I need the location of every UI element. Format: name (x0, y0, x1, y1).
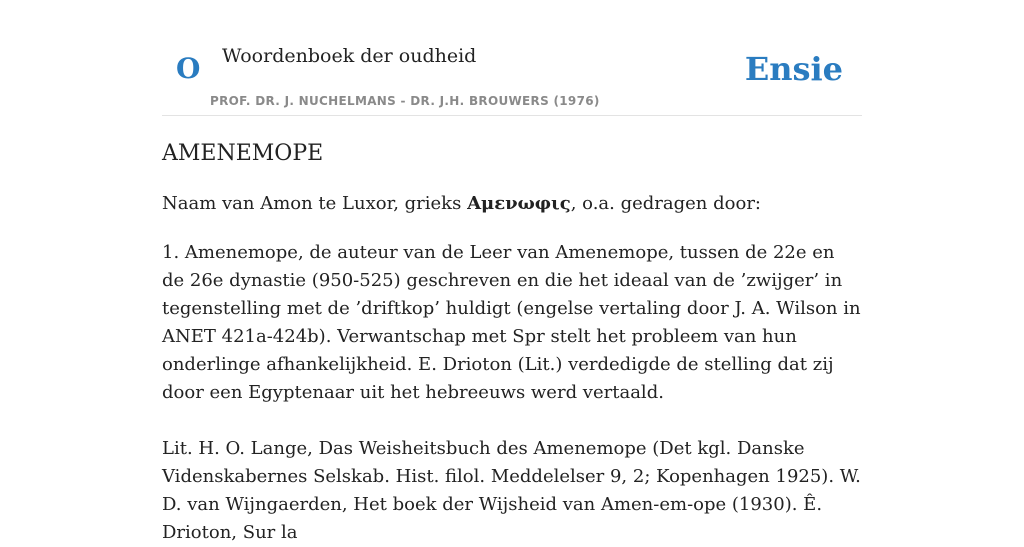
entry-intro (162, 193, 761, 214)
entry-paragraph-1: 1. Amenemope, de auteur van de Leer van Amenemope, tussen de 22e en de 26e dynastie (950-525) geschreven en die het ideaal van de ’zwijger’ in tegenstelling met de ’driftkop’ huldigt (engelse vertaling door J. A. Wilson in ANET 421a-424b). Verwantschap met Spr stelt het probleem van hun onderlinge afhankelijkheid. E. Drioton (Lit.) verdedigde de stelling dat zij door een Egyptenaar uit het hebreeuws werd vertaald. (162, 242, 861, 403)
book-authors: PROF. DR. J. NUCHELMANS - DR. J.H. BROUWERS (1976) (210, 94, 600, 108)
entry-literature-paragraph: Lit. H. O. Lange, Das Weisheitsbuch des Amenemope (Det kgl. Danske Videnskabernes Selskab. Hist. filol. Meddelelser 9, 2; Kopenhagen 1925). W. D. van Wijngaerden, Het boek der Wijsheid van Amen-em-ope (1930). Ê. Drioton, Sur la (162, 438, 861, 543)
greek-term: Αμενωφις (467, 193, 571, 214)
entry-title: AMENEMOPE (162, 141, 324, 166)
header (162, 0, 862, 116)
intro-text-before: Naam van Amon te Luxor, grieks (162, 193, 468, 214)
book-title: Woordenboek der oudheid (222, 45, 477, 67)
page (162, 0, 862, 543)
brand-logo-link[interactable]: Ensie (744, 50, 843, 88)
intro-text-after: , o.a. gedragen door: (570, 193, 761, 214)
index-letter-link[interactable]: O (176, 52, 201, 85)
